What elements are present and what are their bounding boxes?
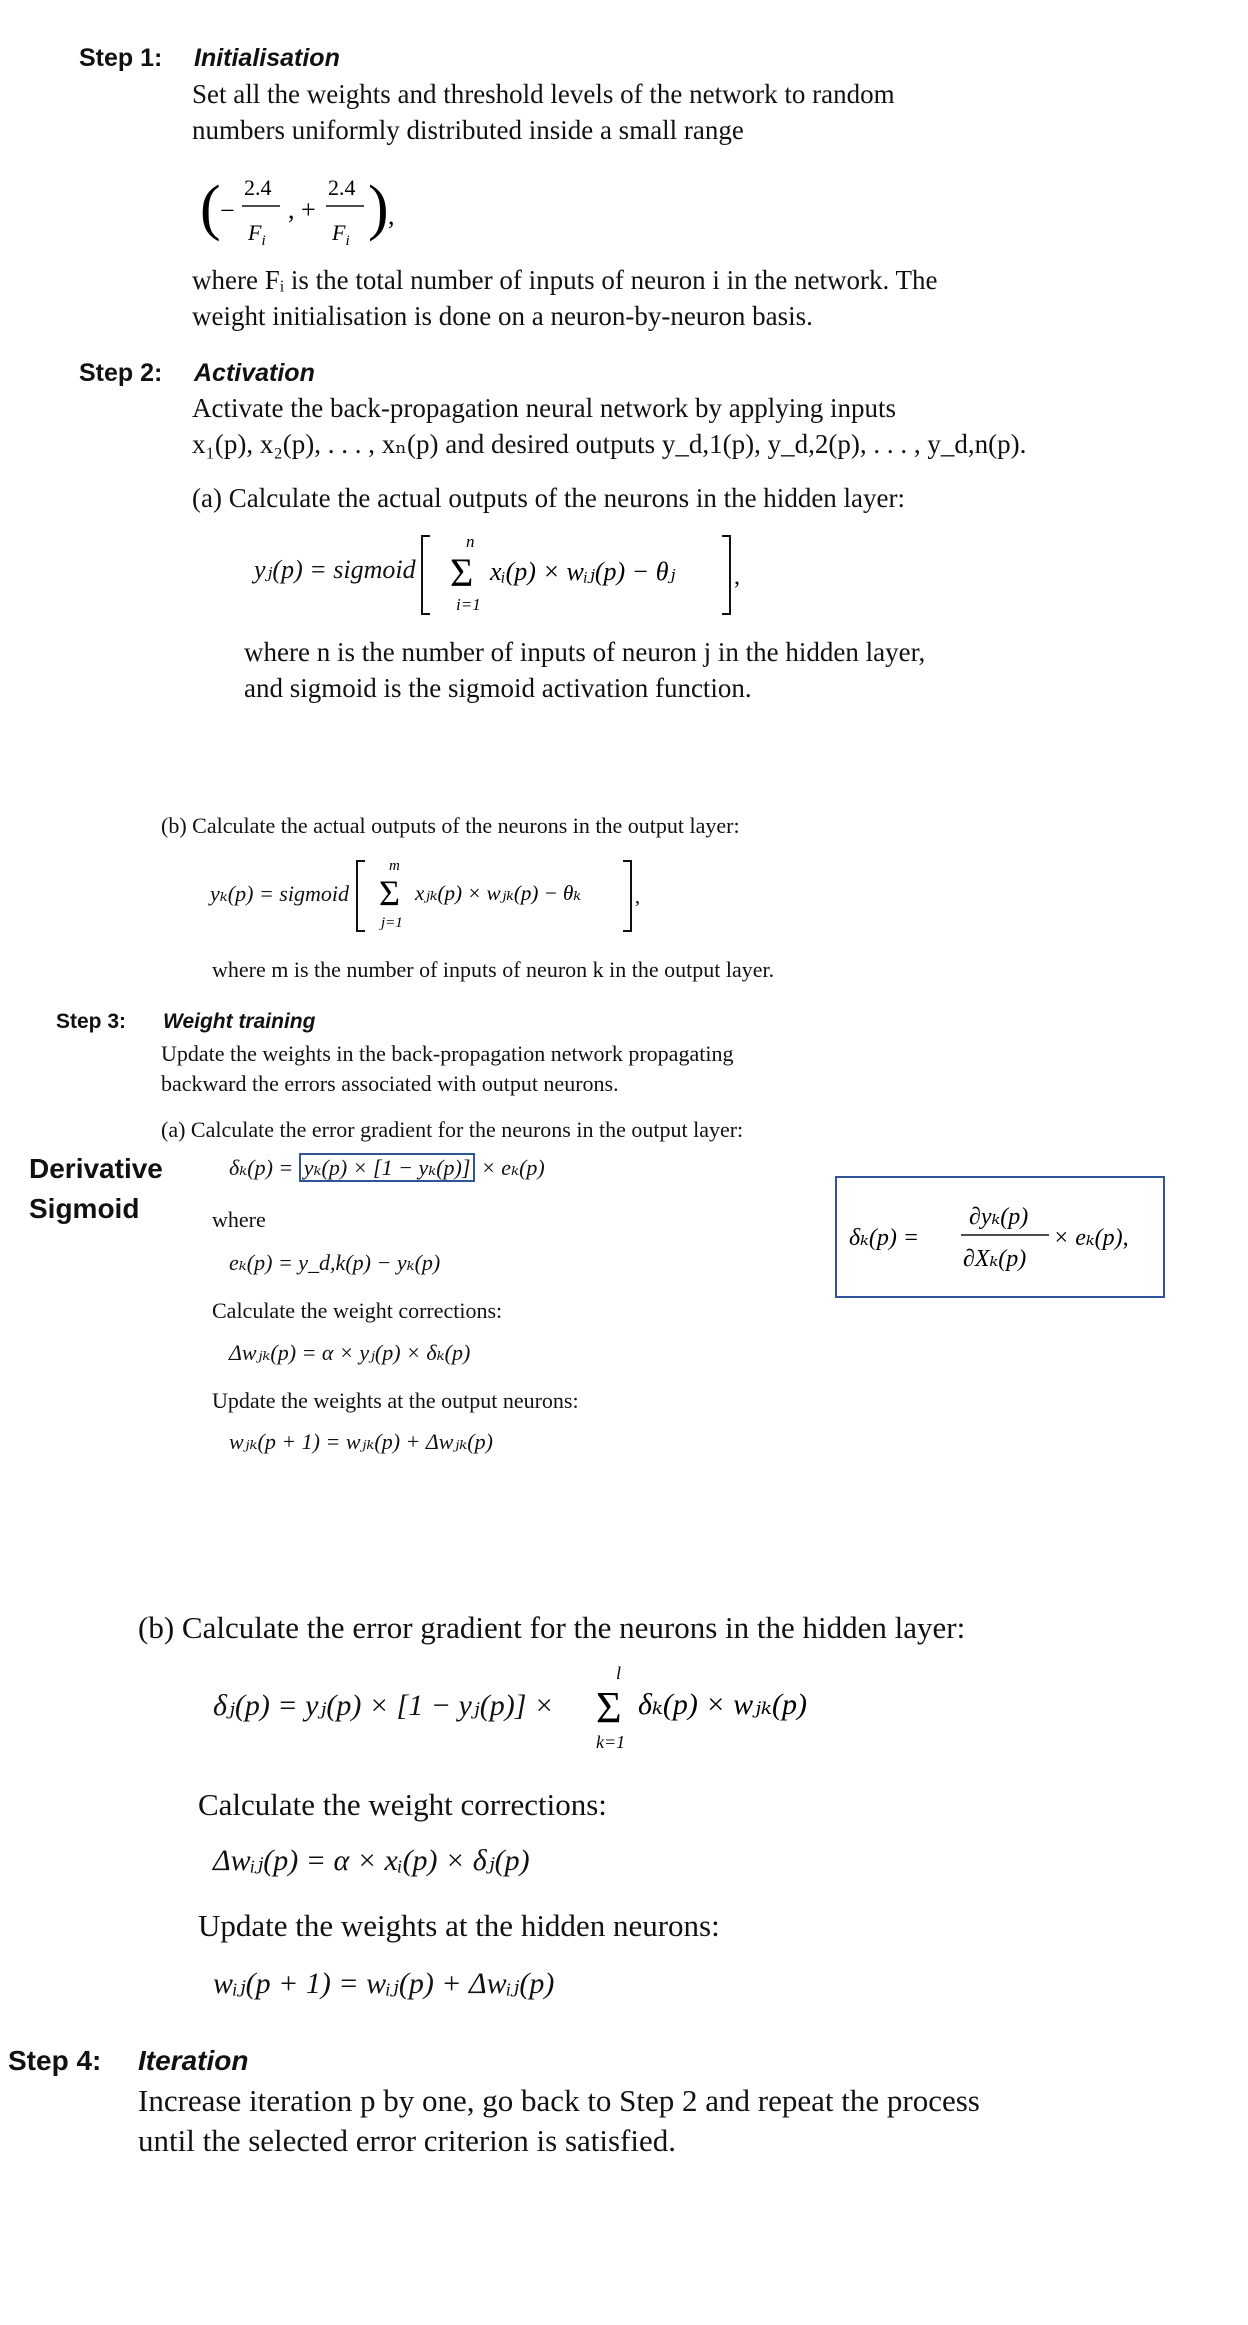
step3-where: where <box>212 1207 266 1232</box>
left-bracket <box>422 536 430 614</box>
left-paren: ( <box>200 174 221 242</box>
hidden-output-eq-body <box>420 530 740 620</box>
error-eq: eₖ(p) = y_d,k(p) − yₖ(p) <box>229 1250 441 1275</box>
box-den: ∂Xₖ(p) <box>963 1246 1027 1272</box>
range-num-1: 2.4 <box>244 175 272 200</box>
step2-b-where: where m is the number of inputs of neuron k in the output layer. <box>212 957 775 982</box>
step2-b-text: (b) Calculate the actual outputs of the neurons in the output layer: <box>161 813 740 838</box>
step3-title: Weight training <box>163 1010 316 1033</box>
step3-upd-text: Update the weights at the output neurons: <box>212 1388 579 1413</box>
partial-derivative-box <box>835 1176 1165 1298</box>
step3-text-line2: backward the errors associated with output neurons. <box>161 1071 619 1096</box>
range-den-1: $F_i$ <box>248 220 266 249</box>
box-rhs: × eₖ(p), <box>1053 1225 1129 1251</box>
output-layer-eq-lhs: yₖ(p) = sigmoid <box>210 881 349 906</box>
left-bracket <box>357 861 365 931</box>
sum-top: n <box>466 532 475 551</box>
step3-corr-text: Calculate the weight corrections: <box>212 1298 503 1323</box>
step3-label: Step 3: <box>56 1010 127 1033</box>
output-layer-eq-body <box>355 855 645 937</box>
eq-rhs: × eₖ(p) <box>480 1155 545 1180</box>
step3-b-corr-text: Calculate the weight corrections: <box>198 1787 607 1822</box>
eq-comma: , <box>734 564 740 590</box>
box-num: ∂yₖ(p) <box>969 1204 1029 1230</box>
step1-title: Initialisation <box>194 44 340 72</box>
range-num-2: 2.4 <box>328 175 356 200</box>
derivative-label: Derivative <box>29 1153 163 1184</box>
right-paren: ) <box>368 174 389 242</box>
trailing-comma: , <box>388 201 395 230</box>
step3-text-line1: Update the weights in the back-propagation network propagating <box>161 1041 734 1066</box>
sigma: Σ <box>596 1683 622 1732</box>
eq-lhs: δₖ(p) = <box>229 1155 294 1180</box>
sum-bottom: j=1 <box>381 915 403 931</box>
step2-text-line2: x₁(p), x₂(p), . . . , xₙ(p) and desired outputs y_d,1(p), y_d,2(p), . . . , y_d,n(p). <box>192 429 1027 459</box>
step3-a-text: (a) Calculate the error gradient for the neurons in the output layer: <box>161 1117 744 1142</box>
step3-b-upd-text: Update the weights at the hidden neurons: <box>198 1908 720 1943</box>
step1-text-line1: Set all the weights and threshold levels of the network to random <box>192 79 895 109</box>
sigmoid-derivative-box: yₖ(p) × [1 − yₖ(p)] <box>299 1153 476 1182</box>
step2-label: Step 2: <box>79 359 163 387</box>
hidden-gradient-eq-sum <box>590 1662 850 1757</box>
right-bracket <box>722 536 730 614</box>
init-range-equation <box>200 168 460 258</box>
partial-derivative-eq <box>837 1178 1163 1296</box>
hidden-gradient-eq-lhs: δⱼ(p) = yⱼ(p) × [1 − yⱼ(p)] × <box>213 1689 555 1722</box>
sigma: Σ <box>450 550 474 595</box>
step1-label: Step 1: <box>79 44 163 72</box>
sum-body: δₖ(p) × wⱼₖ(p) <box>638 1688 807 1721</box>
output-weight-correction-eq: Δwⱼₖ(p) = α × yⱼ(p) × δₖ(p) <box>229 1340 471 1365</box>
step2-a-where-line2: and sigmoid is the sigmoid activation function. <box>244 673 752 703</box>
step4-text-line2: until the selected error criterion is satisfied. <box>138 2123 677 2158</box>
sum-top: m <box>389 858 400 874</box>
sum-body: xᵢ(p) × wᵢⱼ(p) − θⱼ <box>490 557 676 586</box>
sigma: Σ <box>379 873 400 913</box>
right-bracket <box>623 861 631 931</box>
hidden-weight-update-eq: wᵢⱼ(p + 1) = wᵢⱼ(p) + Δwᵢⱼ(p) <box>213 1967 555 2000</box>
step2-text-line1: Activate the back-propagation neural network by applying inputs <box>192 393 897 423</box>
step4-title: Iteration <box>138 2045 249 2076</box>
sum-top: l <box>616 1663 622 1683</box>
hidden-output-eq-lhs: yⱼ(p) = sigmoid <box>254 555 416 584</box>
sigmoid-label: Sigmoid <box>29 1193 140 1224</box>
sum-body: xⱼₖ(p) × wⱼₖ(p) − θₖ <box>415 881 582 905</box>
step2-title: Activation <box>194 359 315 387</box>
eq-comma: , <box>635 886 640 908</box>
sum-bottom: k=1 <box>596 1732 626 1752</box>
step4-label: Step 4: <box>8 2045 102 2076</box>
box-lhs: δₖ(p) = <box>849 1225 920 1251</box>
minus-sign: − <box>220 196 235 225</box>
hidden-weight-correction-eq: Δwᵢⱼ(p) = α × xᵢ(p) × δⱼ(p) <box>213 1844 530 1877</box>
step3-b-text: (b) Calculate the error gradient for the neurons in the hidden layer: <box>138 1610 966 1645</box>
step1-text-line2: numbers uniformly distributed inside a small range <box>192 115 744 145</box>
sum-bottom: i=1 <box>456 595 481 614</box>
step2-a-text: (a) Calculate the actual outputs of the neurons in the hidden layer: <box>192 483 906 513</box>
step1-where-line2: weight initialisation is done on a neuron-by-neuron basis. <box>192 301 813 331</box>
step4-text-line1: Increase iteration p by one, go back to Step 2 and repeat the process <box>138 2083 980 2118</box>
step2-a-where-line1: where n is the number of inputs of neuron j in the hidden layer, <box>244 637 926 667</box>
error-gradient-output-eq <box>229 1155 545 1181</box>
output-weight-update-eq: wⱼₖ(p + 1) = wⱼₖ(p) + Δwⱼₖ(p) <box>229 1429 493 1454</box>
step1-where-line1: where Fᵢ is the total number of inputs of neuron i in the network. The <box>192 265 938 295</box>
range-den-2: $F_i$ <box>332 220 350 249</box>
comma-plus: , + <box>288 195 316 224</box>
